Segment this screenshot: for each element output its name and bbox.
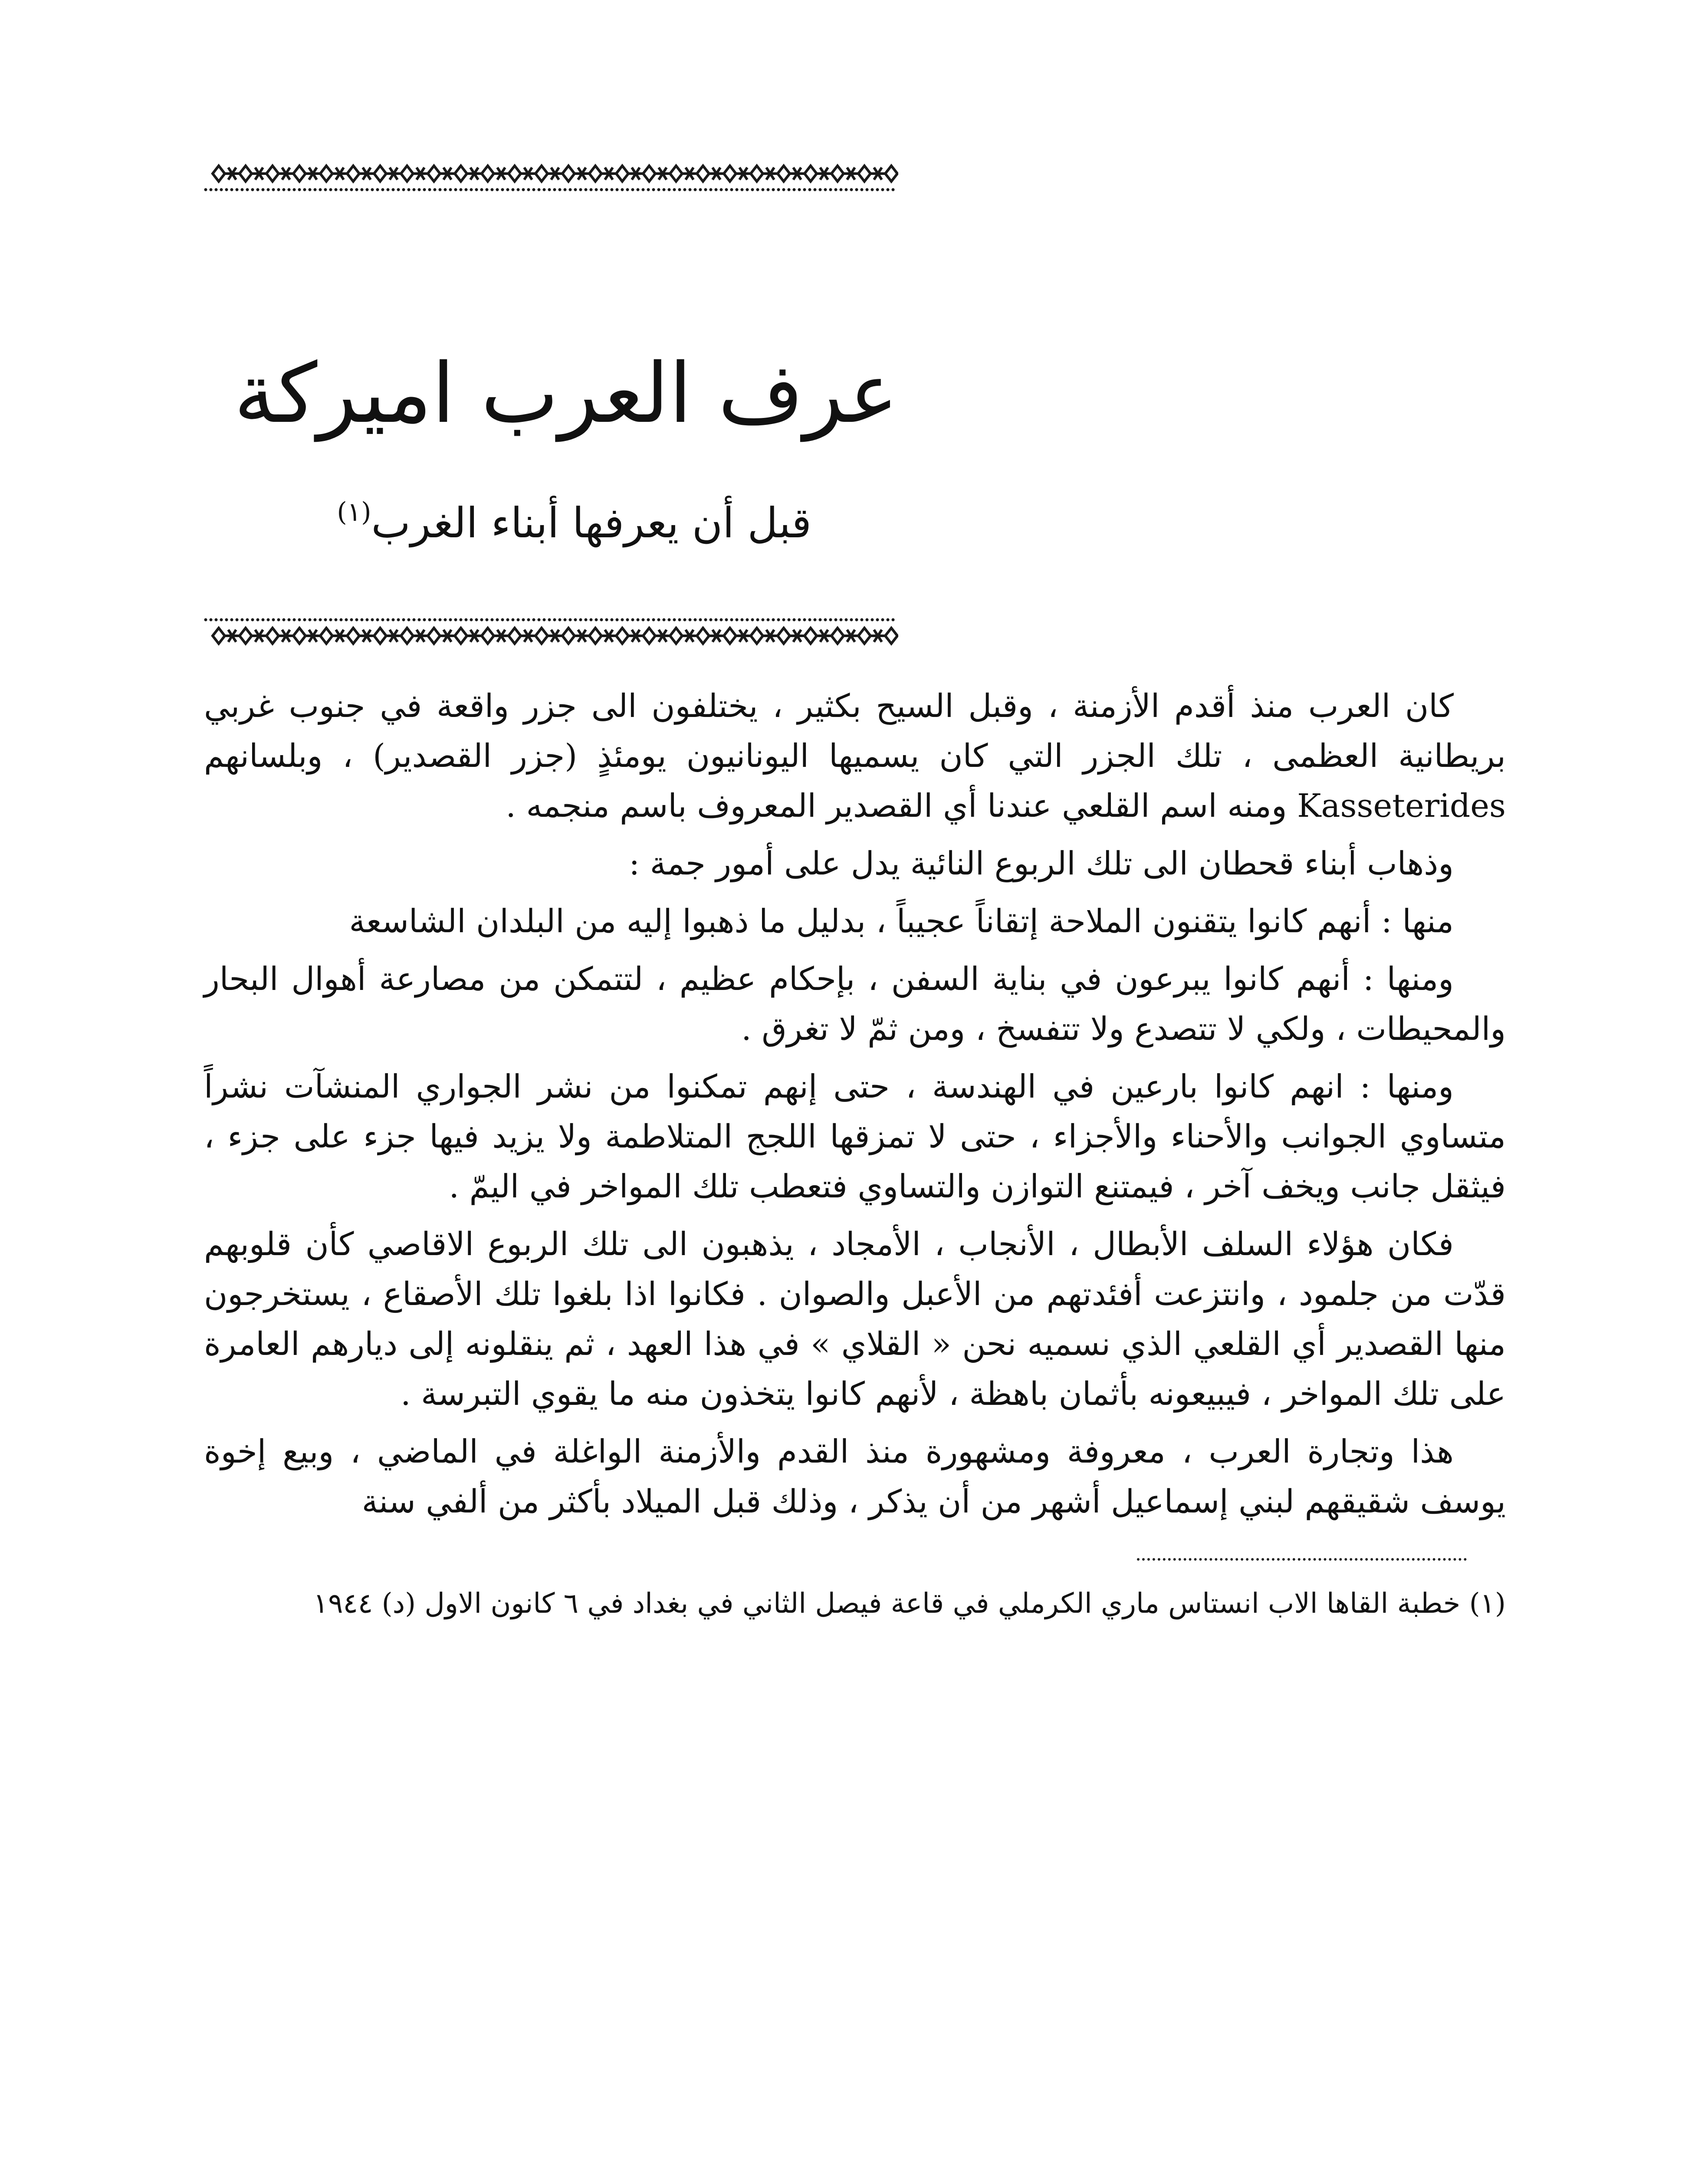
- ornament-top-icon: [204, 158, 898, 193]
- ornament-bottom-icon: [204, 616, 898, 651]
- paragraph-1: كان العرب منذ أقدم الأزمنة ، وقبل السيح بكثير ، يختلفون الى جزر واقعة في جنوب غربي بريطانية العظمى ، تلك الجزر التي كان يسميها اليونانيون يومئذٍ (جزر القصدير) ، وبلسانهم Kasseterides ومنه اسم القلعي عندنا أي القصدير المعروف باسم منجمه .: [204, 687, 1506, 825]
- paragraph-5: ومنها : انهم كانوا بارعين في الهندسة ، حتى إنهم تمكنوا من نشر الجواري المنشآت نشراً متساوي الجوانب والأحناء والأجزاء ، حتى لا تمزقها اللجج المتلاطمة ولا يزيد فيها جزء على جزء ، فيثقل جانب ويخف آخر ، فيمتنع التوازن والتساوي فتعطب تلك المواخر في اليمّ .: [204, 1068, 1506, 1205]
- footnote: (١) خطبة القاها الاب انستاس ماري الكرملي في قاعة فيصل الثاني في بغداد في ٦ كانون الاول (د) ١٩٤٤: [313, 1588, 1506, 1620]
- paragraph-2: وذهاب أبناء قحطان الى تلك الربوع النائية يدل على أمور جمة :: [629, 845, 1454, 882]
- paragraph-7: هذا وتجارة العرب ، معروفة ومشهورة منذ القدم والأزمنة الواغلة في الماضي ، وبيع إخوة يوسف شقيقهم لبني إسماعيل أشهر من أن يذكر ، وذلك قبل الميلاد بأكثر من ألفي سنة: [204, 1433, 1506, 1520]
- paragraph-3: منها : أنهم كانوا يتقنون الملاحة إتقاناً عجيباً ، بدليل ما ذهبوا إليه من البلدان الشاسعة: [349, 903, 1454, 940]
- paragraph-4: ومنها : أنهم كانوا يبرعون في بناية السفن ، بإحكام عظيم ، لتتمكن من مصارعة أهوال البحار والمحيطات ، ولكي لا تتصدع ولا تتفسخ ، ومن ثمّ لا تغرق .: [204, 960, 1506, 1048]
- article-body: [204, 681, 1506, 1649]
- footnote-divider: [1137, 1558, 1467, 1561]
- page-title: عرف العرب اميركة: [233, 345, 898, 442]
- subtitle-text: قبل أن يعرفها أبناء الغرب: [371, 499, 811, 547]
- subtitle-footnote-marker: (١): [337, 497, 371, 527]
- page-subtitle: [278, 482, 811, 553]
- paragraph-6: فكان هؤلاء السلف الأبطال ، الأنجاب ، الأمجاد ، يذهبون الى تلك الربوع الاقاصي كأن قلوبهم قدّت من جلمود ، وانتزعت أفئدتهم من الأعبل والصوان . فكانوا اذا بلغوا تلك الأصقاع ، يستخرجون منها القصدير أي القلعي الذي نسميه نحن « القلاي » في هذا العهد ، ثم ينقلونه إلى ديارهم العامرة على تلك المواخر ، فيبيعونه بأثمان باهظة ، لأنهم كانوا يتخذون منه ما يقوي التبرسة .: [204, 1226, 1506, 1413]
